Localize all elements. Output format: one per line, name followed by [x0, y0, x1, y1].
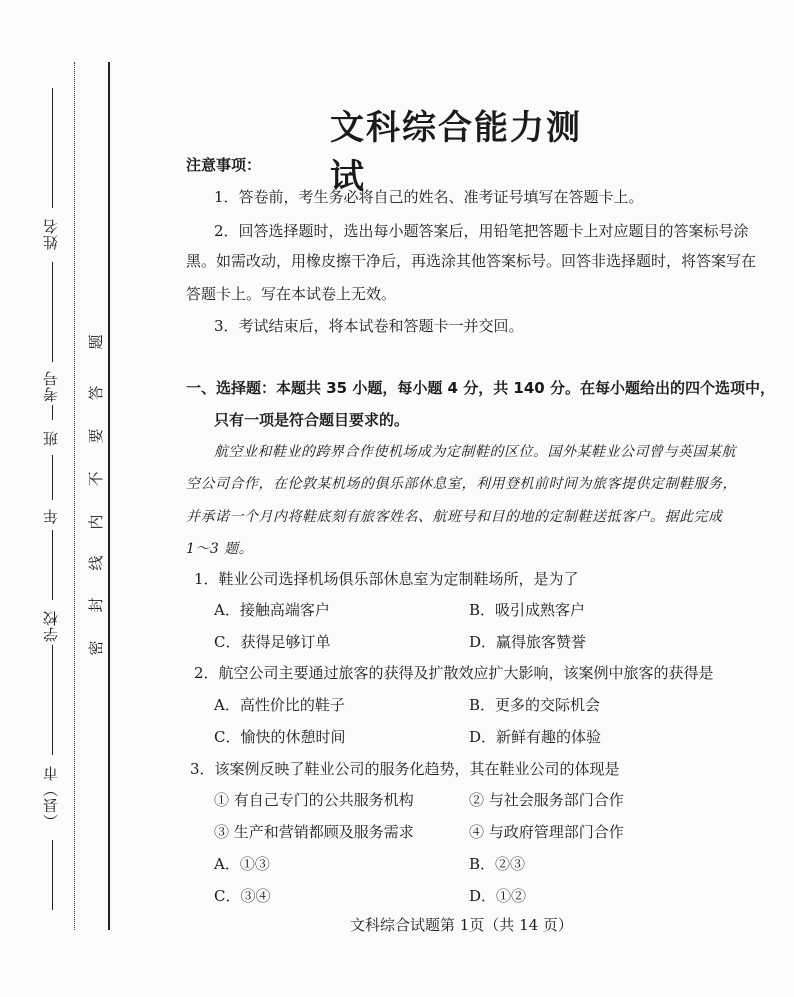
section-heading-line-2: 只有一项是符合题目要求的。	[214, 411, 410, 429]
seal-char: 内	[87, 514, 105, 530]
statement-4: ④ 与政府管理部门合作	[469, 823, 624, 841]
option-d: D．①②	[469, 887, 527, 905]
option-a: A．高性价比的鞋子	[214, 696, 345, 714]
seal-char: 题	[87, 334, 105, 350]
option-b: B．吸引成熟客户	[469, 601, 586, 619]
notice-item-3: 3．考试结束后，将本试卷和答题卡一并交回。	[214, 317, 524, 335]
passage-line-4: 1～3 题。	[186, 541, 254, 557]
seal-char: 要	[87, 428, 105, 444]
class-blank-line	[52, 405, 53, 420]
seal-char: 线	[87, 555, 105, 571]
option-b: B．更多的交际机会	[469, 696, 601, 714]
question-stem: 2．航空公司主要通过旅客的获得及扩散效应扩大影响，该案例中旅客的获得是	[194, 664, 714, 682]
option-a: A．①③	[214, 855, 270, 873]
notice-item-2-line-2: 黑。如需改动，用橡皮擦干净后，再选涂其他答案标号。回答非选择题时，将答案写在	[186, 252, 757, 270]
notice-item-2-line-3: 答题卡上。写在本试卷上无效。	[186, 285, 397, 303]
statement-3: ③ 生产和营销都顾及服务需求	[214, 823, 414, 841]
grade-blank-line	[52, 455, 53, 500]
name-label: 姓名	[42, 218, 60, 250]
school-blank-line	[52, 530, 53, 600]
class-label: 班	[42, 430, 60, 446]
page-title: 文科综合能力测试	[330, 108, 582, 197]
page-footer: 文科综合试题第 1页（共 14 页）	[350, 916, 573, 934]
statement-1: ① 有自己专门的公共服务机构	[214, 791, 414, 809]
city-blank-line	[52, 645, 53, 755]
passage-line-1: 航空业和鞋业的跨界合作使机场成为定制鞋的区位。国外某鞋业公司曾与英国某航	[214, 444, 736, 460]
section-heading-line-1: 一、选择题：本题共 35 小题，每小题 4 分，共 140 分。在每小题给出的四个选项中，	[186, 379, 775, 397]
exam-no-label: 考号	[42, 370, 60, 402]
question-stem: 1．鞋业公司选择机场俱乐部休息室为定制鞋场所，是为了	[194, 570, 579, 588]
option-d: D．新鲜有趣的体验	[469, 728, 602, 746]
notice-heading: 注意事项：	[186, 156, 262, 174]
seal-dotted-line	[74, 62, 75, 930]
option-b: B．②③	[469, 855, 526, 873]
option-c: C．获得足够订单	[214, 633, 331, 651]
seal-char: 密	[87, 640, 105, 656]
name-blank-line	[52, 88, 53, 208]
option-a: A．接触高端客户	[214, 601, 330, 619]
notice-item-1: 1．答卷前，考生务必将自己的姓名、准考证号填写在答题卡上。	[214, 188, 644, 206]
seal-solid-line	[108, 62, 110, 930]
passage-line-2: 空公司合作，在伦敦某机场的俱乐部休息室，利用登机前时间为旅客提供定制鞋服务，	[186, 476, 737, 492]
seal-char: 答	[87, 385, 105, 401]
statement-2: ② 与社会服务部门合作	[469, 791, 624, 809]
question-stem: 3．该案例反映了鞋业公司的服务化趋势，其在鞋业公司的体现是	[190, 760, 620, 778]
seal-char: 封	[87, 597, 105, 613]
exam-no-blank-line	[52, 262, 53, 362]
city-label: （县）市	[42, 765, 60, 829]
school-label: 学校	[42, 610, 60, 642]
option-c: C．愉快的休憩时间	[214, 728, 346, 746]
passage-line-3: 并承诺一个月内将鞋底刻有旅客姓名、航班号和目的地的定制鞋送抵客户。据此完成	[186, 509, 723, 525]
grade-label: 年	[42, 508, 60, 524]
seal-char: 不	[87, 471, 105, 487]
option-c: C．③④	[214, 887, 271, 905]
city-blank-line-lower	[52, 840, 53, 910]
option-d: D．赢得旅客赞誉	[469, 633, 587, 651]
notice-item-2-line-1: 2．回答选择题时，选出每小题答案后，用铅笔把答题卡上对应题目的答案标号涂	[214, 222, 749, 240]
